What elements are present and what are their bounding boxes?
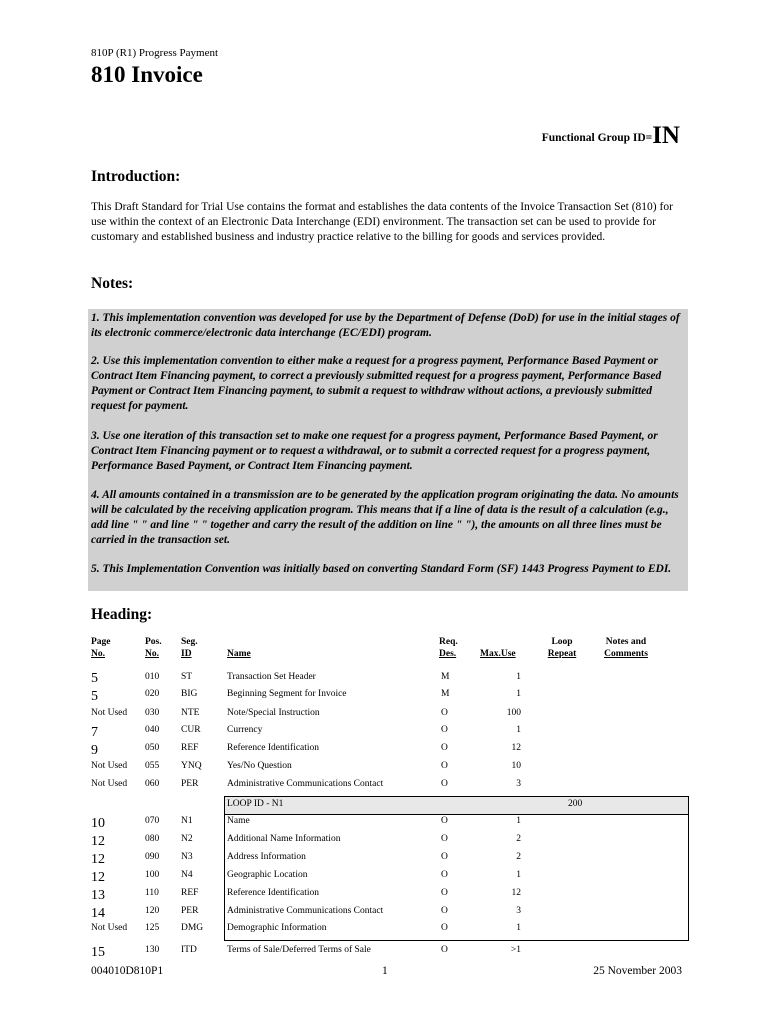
functional-group-value: IN <box>652 122 680 149</box>
table-row: 12 090 N3 Address Information O 2 <box>91 852 521 867</box>
functional-group-label: Functional Group ID= <box>541 132 653 144</box>
col-req: Req. Des. <box>439 637 458 659</box>
loop-border-bottom <box>224 940 689 941</box>
col-page: Page No. <box>91 637 111 659</box>
notes-heading: Notes: <box>91 275 134 292</box>
page-title: 810 Invoice <box>91 62 203 87</box>
functional-group-id <box>542 122 680 150</box>
table-row: 10 070 N1 Name O 1 <box>91 816 521 831</box>
loop-label: LOOP ID - N1 <box>227 799 284 809</box>
document-code: 810P (R1) Progress Payment <box>91 47 219 59</box>
note-5: 5. This Implementation Convention was initially based on converting Standard Form (SF) 1443 Progress Payment to EDI. <box>91 563 672 575</box>
table-row: 13 110 REF Reference Identification O 12 <box>91 888 521 903</box>
table-row: 12 080 N2 Additional Name Information O 2 <box>91 834 521 849</box>
note-4: 4. All amounts contained in a transmission are to be generated by the application program originating the data. No amounts will be calculated by the receiving application program. This means that if a line of data is the result of a calculation (e.g., add line " " and line " " together and carry the result of the addition on line " "), the amounts on all three lines must be carried in the transaction set. <box>91 489 679 546</box>
table-row: 7 040 CUR Currency O 1 <box>91 725 521 740</box>
table-row: 15 130 ITD Terms of Sale/Deferred Terms of Sale O >1 <box>91 945 521 960</box>
notes-box <box>88 309 688 591</box>
loop-repeat: 200 <box>568 799 583 809</box>
col-loop-repeat: Loop Repeat <box>547 637 577 659</box>
table-row: 5 020 BIG Beginning Segment for Invoice M 1 <box>91 689 521 704</box>
col-notes: Notes and Comments <box>604 637 648 659</box>
table-row: 5 010 ST Transaction Set Header M 1 <box>91 671 521 686</box>
col-seg: Seg. ID <box>181 637 198 659</box>
footer-code: 004010D810P1 <box>91 965 164 977</box>
col-maxuse: Max.Use <box>480 649 516 659</box>
table-row: 9 050 REF Reference Identification O 12 <box>91 743 521 758</box>
loop-header <box>224 796 688 815</box>
table-row: Not Used 055 YNQ Yes/No Question O 10 <box>91 761 521 771</box>
col-name: Name <box>227 649 251 659</box>
note-3: 3. Use one iteration of this transaction set to make one request for a progress payment, Performance Based Payment, or Contract Item Financing payment or to request a withdrawal, or to submit a corrected request for a progress payment, Performance Based Payment, or Contract Item Financing payment. <box>91 430 658 472</box>
note-1: 1. This implementation convention was developed for use by the Department of Defense (DoD) for use in the initial stages of its electronic commerce/electronic data interchange (EC/EDI) program. <box>91 312 680 339</box>
table-row: Not Used 030 NTE Note/Special Instruction O 100 <box>91 708 521 718</box>
col-pos: Pos. No. <box>145 637 162 659</box>
table-row: 14 120 PER Administrative Communications Contact O 3 <box>91 906 521 921</box>
introduction-text: This Draft Standard for Trial Use contains the format and establishes the data contents of the Invoice Transaction Set (810) for use within the context of an Electronic Data Interchange (EDI) environment. The transaction set can be used to provide for customary and established business and industry practice relative to the billing for goods and services provided. <box>91 201 673 243</box>
note-2: 2. Use this implementation convention to either make a request for a progress payment, Performance Based Payment or Contract Item Financing payment, to correct a previously submitted request for a progress payment, Performance Based Payment or Contract Item Financing payment, to submit a request to withdraw without actions, a previously submitted request for payment. <box>91 355 662 412</box>
table-row: 12 100 N4 Geographic Location O 1 <box>91 870 521 885</box>
introduction-heading: Introduction: <box>91 168 181 185</box>
footer-page-number: 1 <box>382 965 388 977</box>
table-row: Not Used 060 PER Administrative Communications Contact O 3 <box>91 779 521 789</box>
table-row: Not Used 125 DMG Demographic Information O 1 <box>91 923 521 933</box>
heading-section-title: Heading: <box>91 606 153 623</box>
footer-date: 25 November 2003 <box>593 965 682 977</box>
